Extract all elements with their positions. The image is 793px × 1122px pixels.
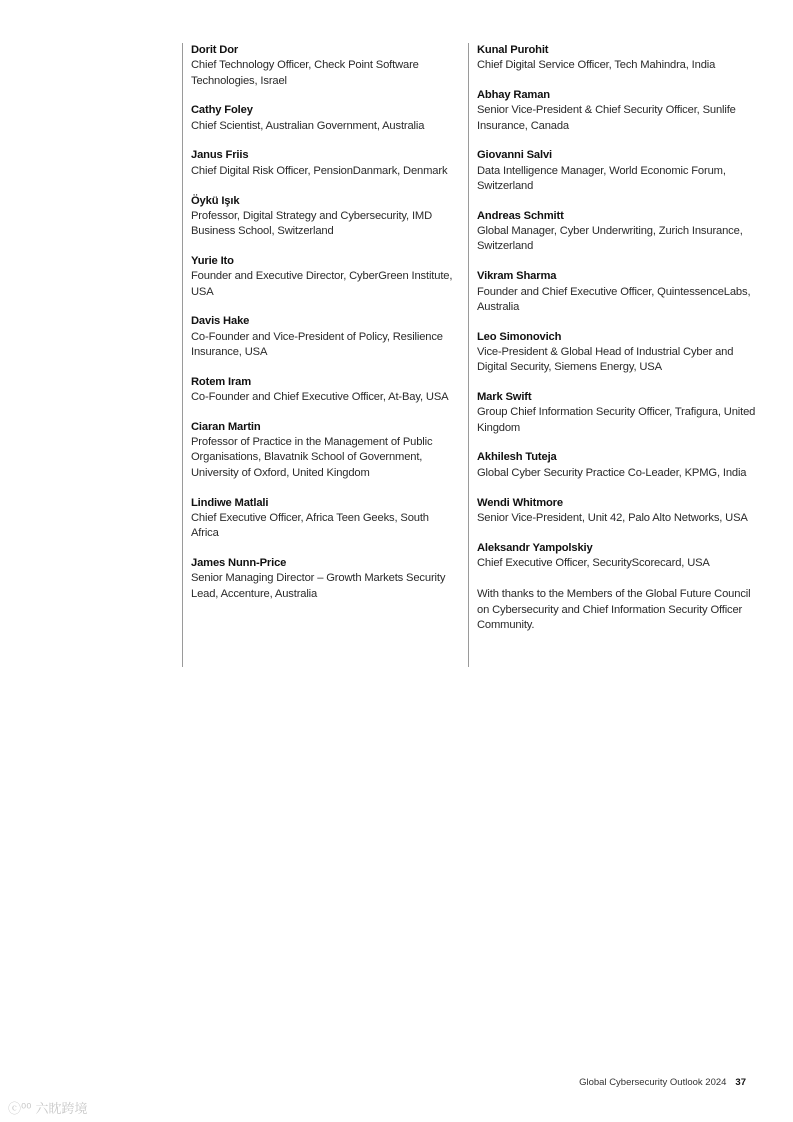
contributors-column-right (468, 43, 758, 667)
contributor-name: Lindiwe Matlali (191, 496, 269, 509)
contributor-role: Group Chief Information Security Officer, Trafigura, United Kingdom (477, 406, 756, 434)
contributor-entry (191, 420, 454, 481)
contributor-name: Janus Friis (191, 149, 249, 162)
contributor-entry (191, 43, 454, 89)
contributor-role: Chief Scientist, Australian Government, Australia (191, 119, 425, 132)
contributor-entry (477, 209, 758, 255)
contributor-role: Professor, Digital Strategy and Cybersecurity, IMD Business School, Switzerland (191, 209, 432, 238)
contributor-entry (477, 43, 758, 74)
contributor-name: Wendi Whitmore (477, 496, 563, 509)
thanks-note: With thanks to the Members of the Global Future Council on Cybersecurity and Chief Information Security Officer Community. (477, 588, 751, 631)
contributor-entry (191, 496, 454, 542)
publication-title: Global Cybersecurity Outlook 2024 (579, 1077, 727, 1088)
contributor-entry (191, 254, 454, 300)
page-number: 37 (735, 1077, 746, 1088)
contributor-role: Chief Executive Officer, SecurityScorecard, USA (477, 556, 710, 569)
contributor-name: Ciaran Martin (191, 420, 261, 433)
contributor-role: Founder and Executive Director, CyberGreen Institute, USA (191, 270, 453, 298)
contributor-role: Founder and Chief Executive Officer, QuintessenceLabs, Australia (477, 285, 751, 313)
contributor-role: Global Manager, Cyber Underwriting, Zurich Insurance, Switzerland (477, 225, 743, 253)
contributor-role: Global Cyber Security Practice Co-Leader, KPMG, India (477, 466, 747, 479)
contributor-entry (191, 194, 454, 240)
contributor-name: Yurie Ito (191, 254, 234, 267)
contributor-entry (191, 103, 454, 134)
contributor-name: Leo Simonovich (477, 330, 562, 343)
contributor-entry (477, 148, 758, 194)
contributors-column-left (182, 43, 454, 667)
contributor-entry (191, 148, 454, 179)
contributor-entry (477, 330, 758, 376)
contributor-role: Co-Founder and Vice-President of Policy, Resilience Insurance, USA (191, 330, 443, 358)
contributor-name: Mark Swift (477, 391, 532, 404)
contributor-entry (477, 541, 758, 572)
contributor-entry (477, 88, 758, 134)
contributor-role: Professor of Practice in the Management of Public Organisations, Blavatnik School of Government, University of Oxford, United Kingdom (191, 436, 433, 479)
contributor-name: Cathy Foley (191, 104, 253, 117)
contributor-role: Chief Technology Officer, Check Point Software Technologies, Israel (191, 59, 419, 87)
contributor-name: Öykü Işık (191, 194, 240, 207)
page-footer (579, 1077, 746, 1088)
contributor-role: Senior Vice-President & Chief Security Officer, Sunlife Insurance, Canada (477, 104, 736, 132)
contributor-role: Chief Digital Service Officer, Tech Mahindra, India (477, 59, 716, 72)
contributor-name: Akhilesh Tuteja (477, 451, 557, 464)
contributor-role: Chief Digital Risk Officer, PensionDanmark, Denmark (191, 164, 448, 177)
contributor-entry (477, 496, 758, 527)
contributor-name: Rotem Iram (191, 375, 252, 388)
contributor-name: Aleksandr Yampolskiy (477, 541, 593, 554)
contributor-name: Davis Hake (191, 315, 250, 328)
contributor-entry (477, 269, 758, 315)
contributor-role: Senior Vice-President, Unit 42, Palo Alto Networks, USA (477, 511, 748, 524)
contributor-name: Vikram Sharma (477, 270, 557, 283)
contributors-list-right (477, 43, 758, 571)
contributor-name: James Nunn-Price (191, 556, 287, 569)
contributor-entry (477, 450, 758, 481)
contributor-role: Senior Managing Director – Growth Markets Security Lead, Accenture, Australia (191, 572, 446, 600)
contributor-name: Abhay Raman (477, 89, 550, 102)
contributor-role: Vice-President & Global Head of Industrial Cyber and Digital Security, Siemens Energy, USA (477, 345, 734, 374)
contributor-role: Chief Executive Officer, Africa Teen Geeks, South Africa (191, 511, 429, 540)
contributor-entry (477, 390, 758, 436)
contributor-name: Giovanni Salvi (477, 149, 552, 162)
contributor-role: Co-Founder and Chief Executive Officer, At-Bay, USA (191, 391, 449, 404)
contributor-role: Data Intelligence Manager, World Economic Forum, Switzerland (477, 164, 726, 193)
watermark-logo: ⓒ⁰⁰ 六眈跨境 (8, 1102, 88, 1117)
contributor-name: Andreas Schmitt (477, 209, 564, 222)
contributor-name: Dorit Dor (191, 44, 239, 56)
contributor-entry (191, 375, 454, 406)
contributor-entry (191, 314, 454, 360)
contributor-name: Kunal Purohit (477, 44, 549, 56)
contributor-entry (191, 556, 454, 602)
